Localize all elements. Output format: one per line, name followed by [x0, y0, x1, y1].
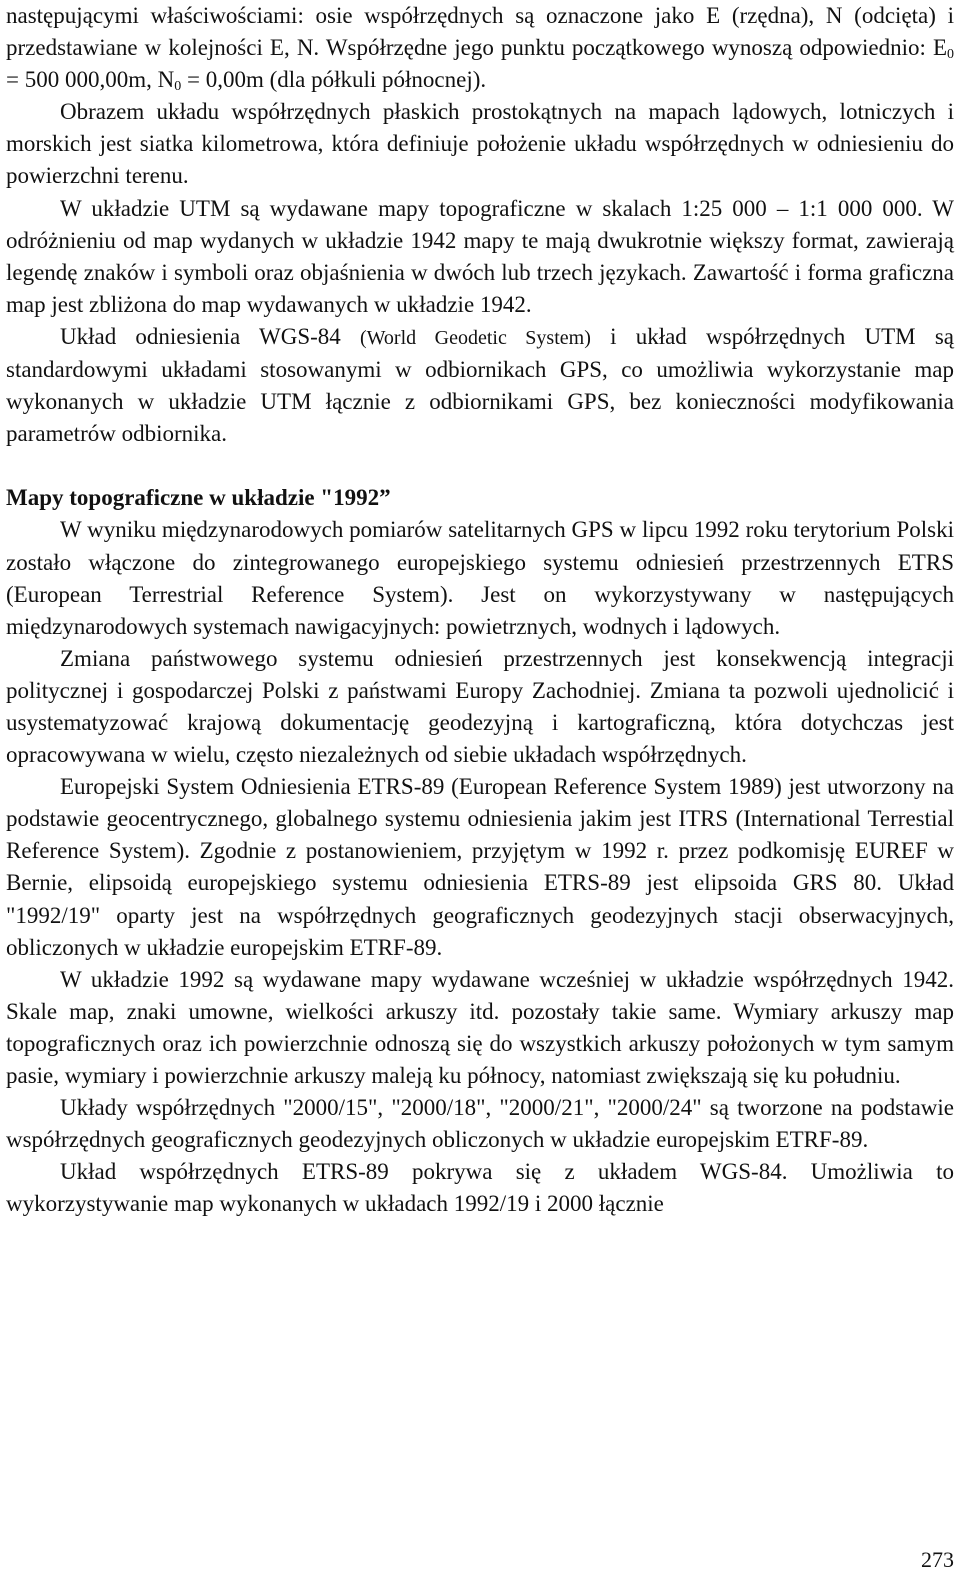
- paragraph-wgs84: [6, 321, 954, 450]
- text-run-small: (World Geodetic System): [360, 326, 591, 349]
- text-run: = 500 000,00m, N: [6, 67, 175, 93]
- subscript: 0: [174, 79, 182, 95]
- section-heading: Mapy topograficzne w układzie "1992”: [6, 485, 391, 511]
- paragraph-kilometer-grid: Obrazem układu współrzędnych płaskich prostokątnych na mapach lądowych, lotniczych i morskich jest siatka kilometrowa, która definiuje położenie układu współrzędnych w odniesieniu do powierzchni terenu.: [6, 99, 954, 189]
- paragraph-1992-maps: W układzie 1992 są wydawane mapy wydawane wcześniej w układzie współrzędnych 1942. Skale map, znaki umowne, wielkości arkuszy itd. pozostały takie same. Wymiary arkuszy map topograficznych oraz ich powierzchnie odnoszą się do wszystkich arkuszy położonych w tym samym pasie, wymiary i powierzchnie arkuszy maleją ku północy, natomiast zwiększają się ku południu.: [6, 966, 954, 1088]
- text-run: Układ odniesienia WGS-84: [60, 323, 360, 349]
- paragraph-etrs89: Europejski System Odniesienia ETRS-89 (European Reference System 1989) jest utworzony na podstawie geocentrycznego, globalnego systemu odniesienia jakim jest ITRS (International Terrestial Reference System). Zgodnie z postanowieniem, przyjętym w 1992 r. przez podkomisję EUREF w Bernie, elipsoidą europejskiego systemu odniesienia ETRS-89 jest elipsoida GRS 80. Układ "1992/19" oparty jest na współrzędnych geograficznych geodezyjnych stacji obserwacyjnych, obliczonych w układzie europejskim ETRF-89.: [6, 774, 954, 960]
- paragraph-system-change: Zmiana państwowego systemu odniesień przestrzennych jest konsekwencją integracji politycznej i gospodarczej Polski z państwami Europy Zachodniej. Zmiana ta pozwoli ujednolicić i usystematyzować krajową dokumentację geodezyjną i kartograficzną, która dotychczas jest opracowywana w wielu, często niezależnych od siebie układach współrzędnych.: [6, 645, 954, 768]
- paragraph-gps-measurements: W wyniku międzynarodowych pomiarów satelitarnych GPS w lipcu 1992 roku terytorium Polski zostało włączone do zintegrowanego europejskiego systemu odniesień przestrzennych ETRS (European Terrestrial Reference System). Jest on wykorzystywany w następujących międzynarodowych systemach nawigacyjnych: powietrznych, wodnych i lądowych.: [6, 517, 954, 639]
- paragraph-2000-systems: Układy współrzędnych "2000/15", "2000/18", "2000/21", "2000/24" są tworzone na podstawie współrzędnych geograficznych geodezyjnych obliczonych w układzie europejskim ETRF-89.: [6, 1095, 954, 1153]
- paragraph-utm-maps: W układzie UTM są wydawane mapy topograficzne w skalach 1:25 000 – 1:1 000 000. W odróżnieniu od map wydanych w układzie 1942 mapy te mają dwukrotnie większy format, zawierają legendę znaków i symboli oraz objaśnienia w dwóch lub trzech językach. Zawartość i forma graficzna map jest zbliżona do map wydawanych w układzie 1942.: [6, 195, 954, 317]
- text-run: i układ współrzędnych UTM są standardowymi układami stosowanymi w odbiornikach GPS, co umożliwia wykorzystanie map wykonanych w układzie UTM łącznie z odbiornikami GPS, bez konieczności modyfikowania parametrów odbiornika.: [6, 323, 954, 447]
- page-number: 273: [921, 1547, 954, 1572]
- text-run: = 0,00m (dla półkuli północnej).: [181, 67, 487, 93]
- document-page: [6, 0, 954, 1220]
- paragraph-etrs-wgs: Układ współrzędnych ETRS-89 pokrywa się z układem WGS-84. Umożliwia to wykorzystywanie map wykonanych w układach 1992/19 i 2000 łącznie: [6, 1159, 954, 1217]
- text-run: następującymi właściwościami: osie współrzędnych są oznaczone jako E (rzędna), N (odcięta) i przedstawiane w kolejności E, N. Współrzędne jego punktu początkowego wynoszą odpowiednio: E: [6, 3, 954, 61]
- paragraph-coordinates-continuation: [6, 0, 954, 96]
- subscript: 0: [947, 47, 954, 63]
